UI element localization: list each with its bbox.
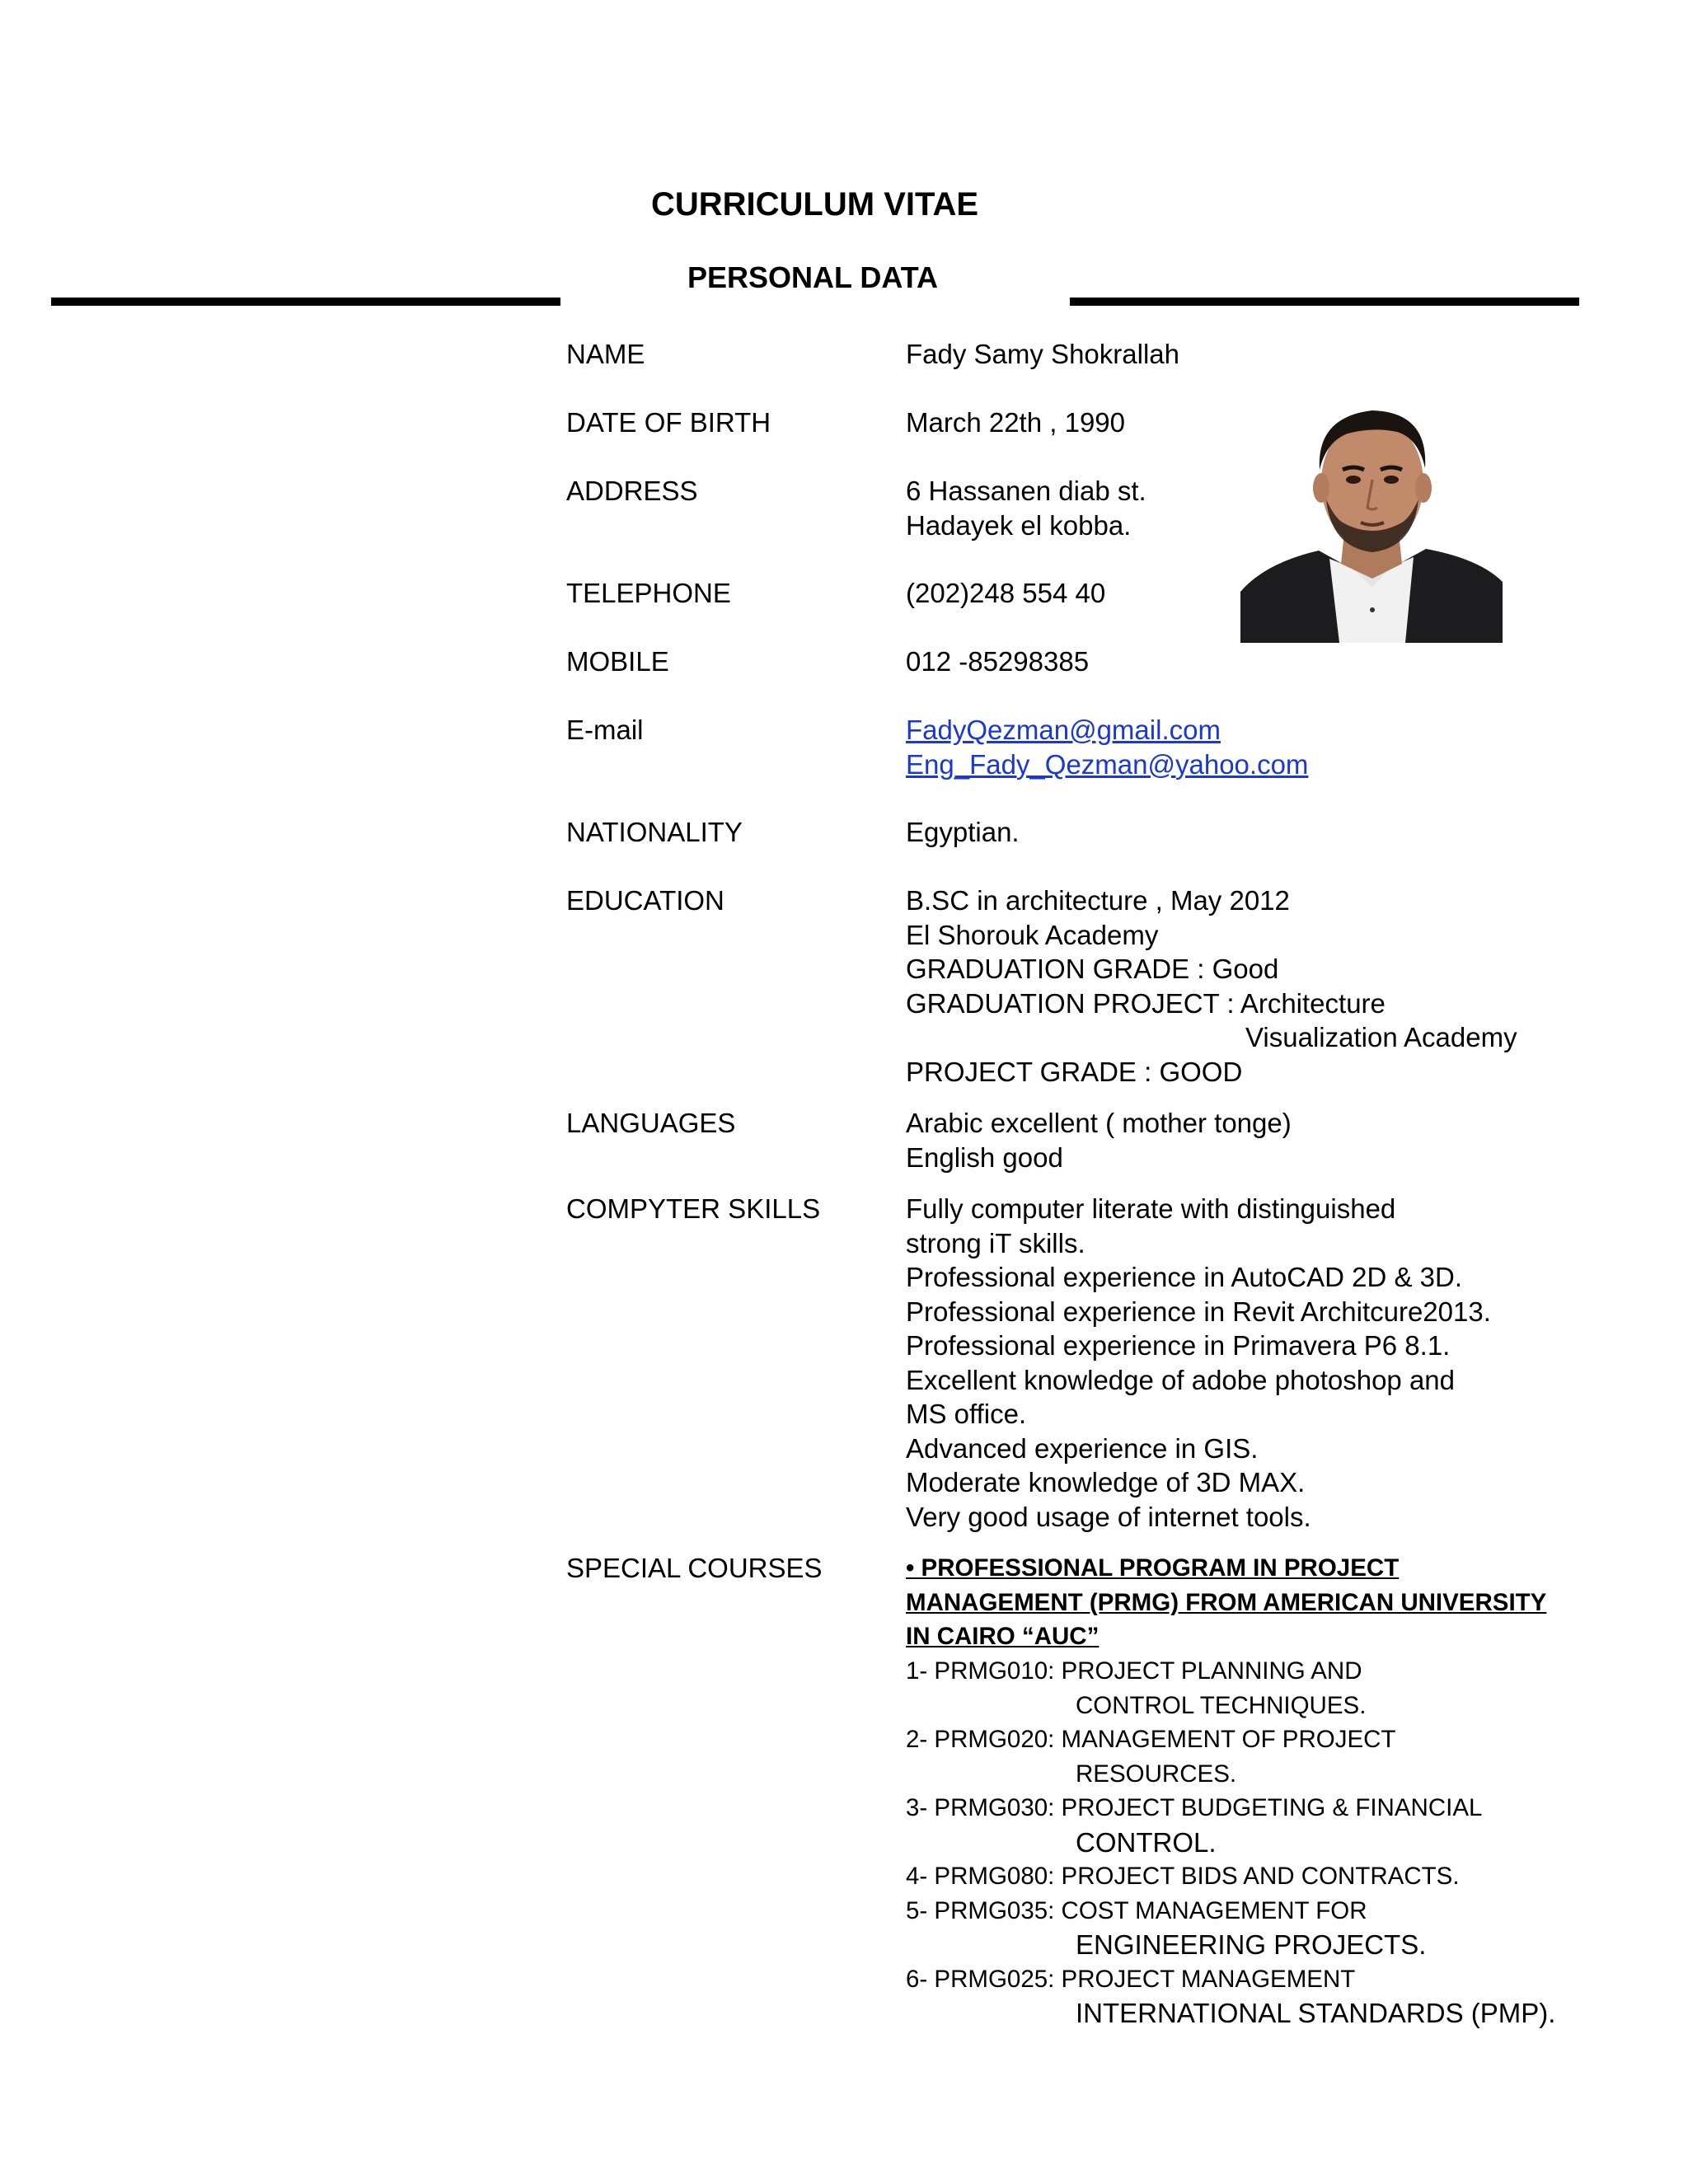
name-value: Fady Samy Shokrallah	[906, 339, 1179, 369]
course-item	[906, 1654, 1555, 1722]
divider-right	[1070, 298, 1579, 306]
email-link-gmail[interactable]: FadyQezman@gmail.com	[906, 715, 1221, 745]
course-item	[906, 1859, 1555, 1894]
profile-photo	[1240, 394, 1503, 643]
education-line: PROJECT GRADE : GOOD	[906, 1056, 1243, 1087]
course-code-title: 5- PRMG035: COST MANAGEMENT FOR	[906, 1896, 1367, 1924]
courses-heading-line: • PROFESSIONAL PROGRAM IN PROJECT	[906, 1554, 1400, 1582]
course-title-continuation: CONTROL TECHNIQUES.	[1076, 1691, 1367, 1719]
course-title-continuation: ENGINEERING PROJECTS.	[1076, 1929, 1427, 1960]
languages-value	[906, 1106, 1292, 1174]
education-line: Visualization Academy	[1245, 1022, 1517, 1052]
skill-line: Advanced experience in GIS.	[906, 1432, 1259, 1464]
courses-heading-line: MANAGEMENT (PRMG) FROM AMERICAN UNIVERSITY	[906, 1588, 1547, 1616]
courses-heading-line: IN CAIRO “AUC”	[906, 1623, 1100, 1650]
divider-left	[51, 298, 560, 306]
address-label: ADDRESS	[566, 476, 698, 506]
mobile-label: MOBILE	[566, 646, 669, 677]
email-values	[906, 713, 1308, 781]
page-title: CURRICULUM VITAE	[651, 186, 979, 223]
education-line: GRADUATION GRADE : Good	[906, 954, 1279, 984]
section-title-personal-data: PERSONAL DATA	[687, 260, 939, 294]
computer-skills-label: COMPYTER SKILLS	[566, 1193, 821, 1224]
skill-line: Professional experience in Revit Architcure2013.	[906, 1296, 1491, 1327]
education-label: EDUCATION	[566, 885, 724, 916]
email-link-yahoo[interactable]: Eng_Fady_Qezman@yahoo.com	[906, 748, 1309, 780]
skill-line: Professional experience in AutoCAD 2D & 3D.	[906, 1262, 1463, 1292]
education-line: GRADUATION PROJECT : Architecture	[906, 987, 1386, 1019]
course-code-title: 1- PRMG010: PROJECT PLANNING AND	[906, 1657, 1362, 1685]
course-code-title: 6- PRMG025: PROJECT MANAGEMENT	[906, 1965, 1356, 1993]
computer-skills-value	[906, 1192, 1491, 1534]
address-line: 6 Hassanen diab st.	[906, 476, 1146, 506]
skill-line: Very good usage of internet tools.	[906, 1501, 1311, 1532]
language-line: English good	[906, 1141, 1063, 1173]
address-line: Hadayek el kobba.	[906, 509, 1132, 541]
course-list	[906, 1654, 1555, 2031]
course-item	[906, 1722, 1555, 1791]
dob-label: DATE OF BIRTH	[566, 407, 771, 438]
course-code-title: 3- PRMG030: PROJECT BUDGETING & FINANCIAL	[906, 1794, 1483, 1821]
courses-program-heading	[906, 1551, 1546, 1654]
course-code-title: 4- PRMG080: PROJECT BIDS AND CONTRACTS.	[906, 1863, 1460, 1890]
telephone-value: (202)248 554 40	[906, 578, 1106, 608]
education-value	[906, 883, 1517, 1089]
dob-value: March 22th , 1990	[906, 407, 1125, 438]
course-item	[906, 1791, 1555, 1859]
mobile-value: 012 -85298385	[906, 646, 1090, 677]
nationality-value: Egyptian.	[906, 817, 1020, 847]
name-label: NAME	[566, 339, 645, 369]
telephone-label: TELEPHONE	[566, 578, 731, 608]
skill-line: MS office.	[906, 1399, 1027, 1429]
course-title-continuation: INTERNATIONAL STANDARDS (PMP).	[1076, 1998, 1556, 2028]
nationality-label: NATIONALITY	[566, 817, 743, 847]
email-label: E-mail	[566, 715, 644, 745]
skill-line: Excellent knowledge of adobe photoshop and	[906, 1364, 1456, 1395]
person-portrait-icon	[1240, 394, 1503, 643]
education-line: B.SC in architecture , May 2012	[906, 885, 1290, 916]
skill-line: strong iT skills.	[906, 1227, 1085, 1258]
course-code-title: 2- PRMG020: MANAGEMENT OF PROJECT	[906, 1726, 1396, 1753]
course-title-continuation: RESOURCES.	[1076, 1760, 1237, 1788]
language-line: Arabic excellent ( mother tonge)	[906, 1108, 1292, 1138]
languages-label: LANGUAGES	[566, 1108, 736, 1138]
course-item	[906, 1894, 1555, 1962]
skill-line: Moderate knowledge of 3D MAX.	[906, 1467, 1306, 1497]
course-title-continuation: CONTROL.	[1076, 1826, 1217, 1858]
course-item	[906, 1962, 1555, 2031]
special-courses-label: SPECIAL COURSES	[566, 1553, 823, 1583]
address-value	[906, 474, 1146, 542]
skill-line: Fully computer literate with distinguished	[906, 1193, 1396, 1224]
education-line: El Shorouk Academy	[906, 919, 1159, 950]
skill-line: Professional experience in Primavera P6 8.1.	[906, 1330, 1451, 1361]
